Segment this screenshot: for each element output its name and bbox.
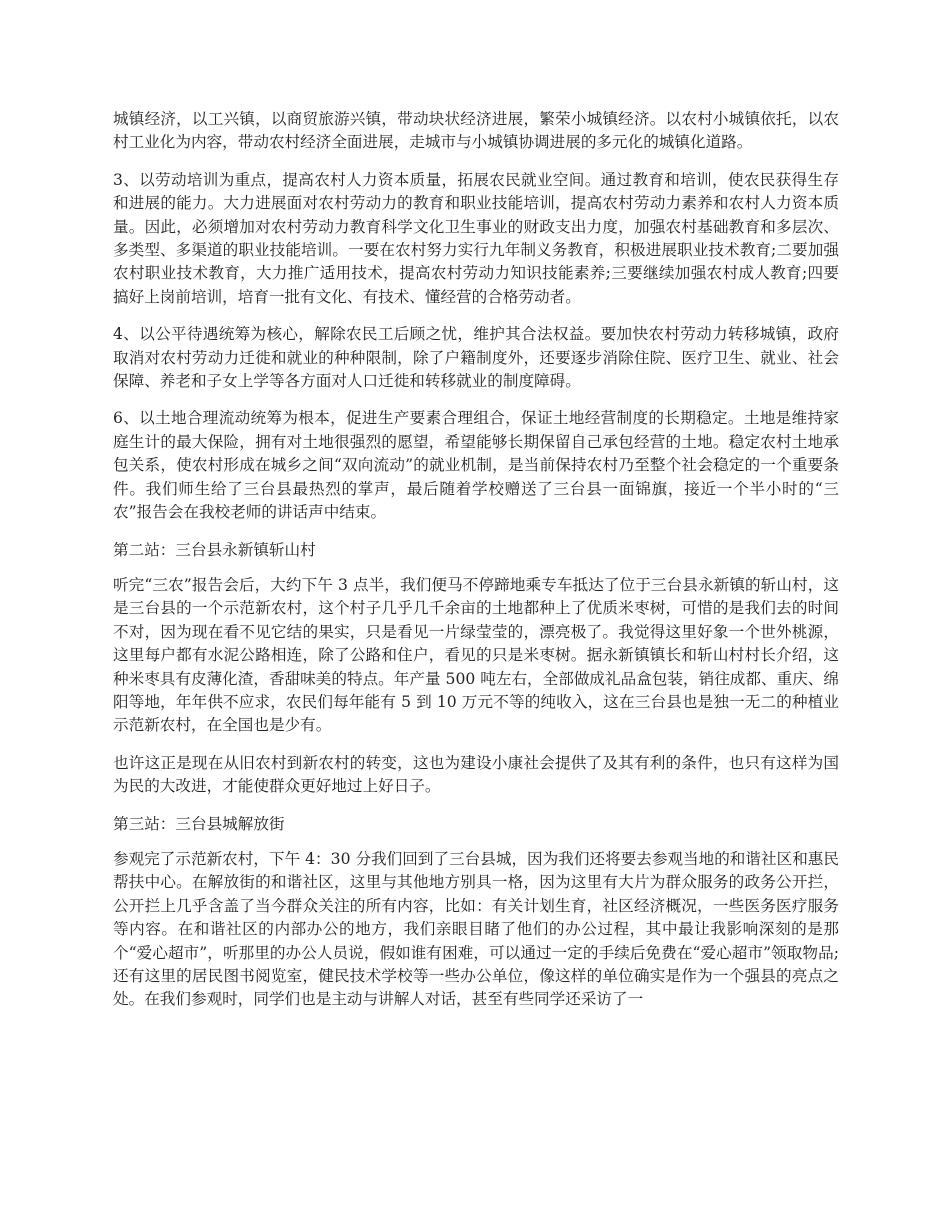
paragraph-urbanization: 城镇经济，以工兴镇，以商贸旅游兴镇，带动块状经济进展，繁荣小城镇经济。以农村小城镇依托，以农村工业化为内容，带动农村经济全面进展，走城市与小城镇协调进展的多元化的城镇化道路。	[113, 110, 839, 152]
paragraph-land-circulation: 6、以土地合理流动统筹为根本，促进生产要素合理组合，保证土地经营制度的长期稳定。土地是维持家庭生计的最大保险，拥有对土地很强烈的愿望，希望能够长期保留自己承包经营的土地。稳定农村土地承包关系，使农村形成在城乡之间“双向流动”的就业机制，是当前保持农村乃至整个社会稳定的一个重要条件。我们师生给了三台县最热烈的掌声，最后随着学校赠送了三台县一面锦旗，接近一个半小时的“三农”报告会在我校老师的讲话声中结束。	[113, 409, 839, 522]
paragraph-jiefang-street: 参观完了示范新农村，下午 4：30 分我们回到了三台县城，因为我们还将要去参观当地的和谐社区和惠民帮扶中心。在解放街的和谐社区，这里与其他地方别具一格，因为这里有大片为群众服务的政务公开拦，公开拦上几乎含盖了当今群众关注的所有内容，比如：有关计划生育，社区经济概况，一些医务医疗服务等内容。在和谐社区的内部办公的地方，我们亲眼目睹了他们的办公过程，其中最让我影响深刻的是那个“爱心超市”，听那里的办公人员说，假如谁有困难，可以通过一定的手续后免费在“爱心超市”领取物品;还有这里的居民图书阅览室，健民技术学校等一些办公单位，像这样的单位确实是作为一个强县的亮点之处。在我们参观时，同学们也是主动与讲解人对话，甚至有些同学还采访了一	[113, 849, 839, 1009]
paragraph-zhanshan-village: 听完“三农”报告会后，大约下午 3 点半，我们便马不停蹄地乘专车抵达了位于三台县永新镇的斩山村，这是三台县的一个示范新农村，这个村子几乎几千余亩的土地都种上了优质米枣树，可惜的是我们去的时间不对，因为现在看不见它结的果实，只是看见一片绿莹莹的，漂亮极了。我觉得这里好象一个世外桃源，这里每户都有水泥公路相连，除了公路和住户，看见的只是米枣树。据永新镇镇长和斩山村村长介绍，这种米枣具有皮薄化渣，香甜味美的特点。年产量 500 吨左右，全部做成礼品盒包装，销往成都、重庆、绵阳等地，年年供不应求，农民们每年能有 5 到 10 万元不等的纯收入，这在三台县也是独一无二的种植业示范新农村，在全国也是少有。	[113, 575, 839, 735]
section-heading-second-stop: 第二站：三台县永新镇斩山村	[113, 540, 316, 559]
document-page	[113, 108, 839, 1026]
paragraph-labor-training: 3、以劳动培训为重点，提高农村人力资本质量，拓展农民就业空间。通过教育和培训，使农民获得生存和进展的能力。大力进展面对农村劳动力的教育和职业技能培训，提高农村劳动力素养和农村人力资本质量。因此，必须增加对农村劳动力教育科学文化卫生事业的财政支出力度，加强农村基础教育和多层次、多类型、多渠道的职业技能培训。一要在农村努力实行九年制义务教育，积极进展职业技术教育;二要加强农村职业技术教育，大力推广适用技术，提高农村劳动力知识技能素养;三要继续加强农村成人教育;四要搞好上岗前培训，培育一批有文化、有技术、懂经营的合格劳动者。	[113, 170, 839, 306]
paragraph-fair-treatment: 4、以公平待遇统筹为核心，解除农民工后顾之忧，维护其合法权益。要加快农村劳动力转移城镇，政府取消对农村劳动力迁徙和就业的种种限制，除了户籍制度外，还要逐步消除住院、医疗卫生、就业、社会保障、养老和子女上学等各方面对人口迁徙和转移就业的制度障碍。	[113, 325, 839, 391]
paragraph-transformation: 也许这正是现在从旧农村到新农村的转变，这也为建设小康社会提供了及其有利的条件，也只有这样为国为民的大改进，才能使群众更好地过上好日子。	[113, 753, 839, 796]
section-heading-third-stop: 第三站：三台县城解放街	[113, 814, 285, 833]
